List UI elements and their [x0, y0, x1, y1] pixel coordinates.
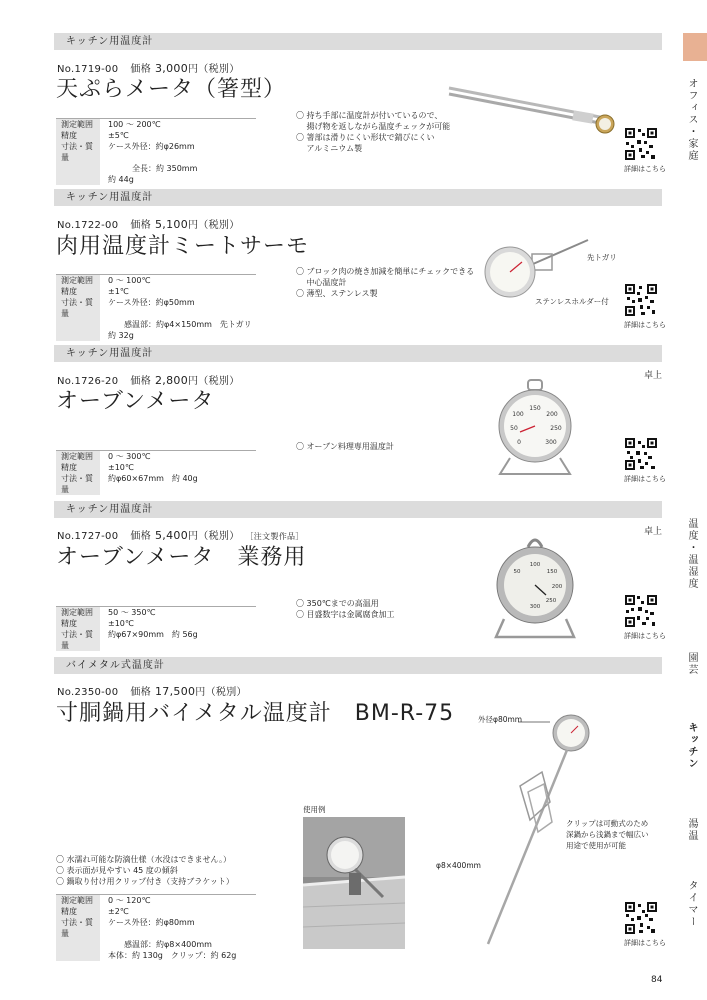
spec-value: 感温部：約φ8×400mm: [108, 940, 212, 949]
spec-label: 寸法・質量: [56, 473, 100, 495]
spec-row: [56, 141, 256, 163]
price-value: 17,500: [155, 685, 196, 698]
spec-table: [56, 606, 256, 651]
price-label: 価格: [130, 220, 151, 231]
product-title: オーブンメータ: [56, 389, 215, 414]
model-number: No.1722-00: [57, 220, 119, 231]
sidebar-item-office-home[interactable]: オフィス・家庭: [686, 78, 697, 162]
meat-thermometer-image: [478, 232, 598, 302]
commercial-oven-thermometer-image: [490, 533, 580, 641]
feature-list: 〇 オーブン料理専用温度計: [296, 442, 394, 451]
spec-value: 100 ～ 200℃: [108, 120, 161, 129]
sidebar-item-timer[interactable]: タイマー: [686, 880, 697, 928]
price-label: 価格: [130, 376, 151, 387]
gauge-tick-label: 150: [546, 569, 558, 575]
model-number: No.1719-00: [57, 64, 119, 75]
tax-note: 円（税別）: [188, 220, 240, 231]
feature-list: 〇 ブロック肉の焼き加減を簡単にチェックできる 中心温度計 〇 薄型、ステンレス製: [296, 267, 475, 298]
spec-label: 測定範囲: [56, 275, 100, 286]
category-header: キッチン用温度計: [54, 501, 662, 518]
oven-thermometer-image: [490, 378, 580, 478]
spec-row: [56, 297, 256, 319]
spec-row: [56, 286, 256, 297]
spec-label: 寸法・質量: [56, 297, 100, 319]
spec-value: ±2℃: [108, 907, 129, 916]
spec-row: [56, 629, 256, 651]
annotation-stem-size: φ8×400mm: [436, 861, 481, 870]
qr-code-icon[interactable]: [624, 437, 658, 471]
spec-label: 測定範囲: [56, 895, 100, 906]
spec-value: ±1℃: [108, 287, 129, 296]
spec-label: 寸法・質量: [56, 141, 100, 163]
tabletop-label: 卓上: [644, 527, 663, 537]
spec-row: [56, 906, 256, 917]
gauge-tick-label: 200: [546, 411, 558, 418]
gauge-tick-label: 100: [512, 411, 524, 418]
spec-row: [56, 917, 256, 939]
spec-value: 感温部：約φ4×150mm 先トガリ: [108, 320, 252, 329]
spec-row: [56, 451, 256, 462]
spec-label: 測定範囲: [56, 119, 100, 130]
qr-code-icon[interactable]: [624, 283, 658, 317]
spec-table: [56, 894, 256, 961]
tabletop-label: 卓上: [644, 371, 663, 381]
annotation-clip: クリップは可動式のため 深鍋から浅鍋まで幅広い 用途で使用が可能: [566, 819, 649, 850]
category-header: キッチン用温度計: [54, 189, 662, 206]
usage-example-label: 使用例: [303, 805, 326, 814]
spec-label: 精度: [56, 906, 100, 917]
sidebar-item-gardening[interactable]: 園芸: [686, 652, 697, 676]
made-to-order-badge: ［注文製作品］: [249, 532, 304, 541]
qr-detail-link[interactable]: 詳細はこちら: [624, 939, 666, 947]
spec-value: 約 44g: [108, 175, 134, 184]
spec-value: 0 ～ 120℃: [108, 896, 151, 905]
sidebar-item-kitchen[interactable]: キッチン: [686, 722, 697, 770]
price-label: 価格: [130, 687, 151, 698]
product-title: オーブンメータ 業務用: [56, 545, 307, 570]
category-header: キッチン用温度計: [54, 345, 662, 362]
spec-value: 全長：約 350mm: [108, 164, 198, 173]
spec-value: ケース外径：約φ80mm: [108, 918, 195, 927]
tax-note: 円（税別）: [188, 376, 240, 387]
page-number: 84: [651, 975, 663, 985]
tax-note: 円（税別）: [195, 687, 247, 698]
annotation-tip: 先トガリ: [587, 253, 617, 262]
gauge-tick-label: 50: [513, 569, 521, 575]
spec-value: 0 ～ 100℃: [108, 276, 151, 285]
spec-value: ±10℃: [108, 463, 134, 472]
qr-detail-link[interactable]: 詳細はこちら: [624, 632, 666, 640]
spec-value: 約φ60×67mm 約 40g: [108, 474, 198, 483]
spec-label: [56, 330, 100, 341]
gauge-tick-label: 50: [510, 425, 518, 432]
product-title: 天ぷらメータ（箸型）: [56, 77, 287, 102]
model-number: No.1727-00: [57, 531, 119, 542]
spec-table: [56, 274, 256, 341]
spec-value: 本体：約 130g クリップ：約 62g: [108, 951, 237, 960]
spec-label: 精度: [56, 130, 100, 141]
feature-list: 〇 350℃までの高温用 〇 目盛数字は金属腐食加工: [296, 599, 395, 619]
gauge-tick-label: 200: [551, 584, 563, 590]
tempura-chopstick-thermometer-image: [445, 80, 620, 140]
qr-code-icon[interactable]: [624, 127, 658, 161]
spec-label: 精度: [56, 618, 100, 629]
model-number: No.1726-20: [57, 376, 119, 387]
spec-row: [56, 618, 256, 629]
spec-label: [56, 939, 100, 950]
spec-label: [56, 163, 100, 174]
spec-value: ケース外径：約φ50mm: [108, 298, 195, 307]
sidebar-item-water-temp[interactable]: 湯温: [686, 818, 697, 842]
spec-label: 精度: [56, 286, 100, 297]
price-value: 5,100: [155, 218, 188, 231]
spec-value: ±10℃: [108, 619, 134, 628]
spec-row: [56, 462, 256, 473]
price-value: 2,800: [155, 374, 188, 387]
spec-label: [56, 174, 100, 185]
spec-value: ±5℃: [108, 131, 129, 140]
qr-detail-link[interactable]: 詳細はこちら: [624, 321, 666, 329]
feature-list: 〇 水濡れ可能な防滴仕様（水没はできません。） 〇 表示面が見やすい 45 度の傾斜 〇 鍋取り付け用クリップ付き（支持ブラケット）: [56, 855, 234, 886]
gauge-tick-label: 0: [517, 439, 521, 446]
spec-value: 0 ～ 300℃: [108, 452, 151, 461]
feature-list: 〇 持ち手部に温度計が付いているので、 揚げ物を返しながら温度チェックが可能 〇 箸部は滑りにくい形状で錆びにくい アルミニウム製: [296, 111, 451, 153]
spec-row: [56, 174, 256, 185]
sidebar-tab-marker: [683, 33, 707, 61]
spec-label: 精度: [56, 462, 100, 473]
price-label: 価格: [130, 531, 151, 542]
tax-note: 円（税別）: [188, 64, 240, 75]
price-value: 3,000: [155, 62, 188, 75]
spec-value: 50 ～ 350℃: [108, 608, 156, 617]
price-value: 5,400: [155, 529, 188, 542]
spec-row: [56, 950, 256, 961]
qr-code-icon[interactable]: [624, 594, 658, 628]
gauge-tick-label: 300: [529, 604, 541, 610]
gauge-tick-label: 100: [529, 562, 541, 568]
spec-label: 寸法・質量: [56, 629, 100, 651]
spec-row: [56, 130, 256, 141]
qr-code-icon[interactable]: [624, 901, 658, 935]
spec-row: [56, 895, 256, 906]
spec-row: [56, 119, 256, 130]
spec-value: 約φ67×90mm 約 56g: [108, 630, 198, 639]
spec-row: [56, 473, 256, 495]
sidebar-item-temperature-humidity[interactable]: 温度・温湿度: [686, 518, 697, 590]
spec-table: [56, 450, 256, 495]
qr-detail-link[interactable]: 詳細はこちら: [624, 475, 666, 483]
qr-detail-link[interactable]: 詳細はこちら: [624, 165, 666, 173]
spec-label: [56, 319, 100, 330]
spec-table: [56, 118, 256, 185]
spec-row: [56, 939, 256, 950]
spec-label: 寸法・質量: [56, 917, 100, 939]
category-header: バイメタル式温度計: [54, 657, 662, 674]
gauge-tick-label: 150: [529, 405, 541, 412]
usage-example-photo: [303, 817, 405, 949]
annotation-case-diameter: 外径φ80mm: [478, 715, 523, 724]
spec-row: [56, 607, 256, 618]
product-title: 肉用温度計ミートサーモ: [56, 234, 310, 259]
model-number: No.2350-00: [57, 687, 119, 698]
spec-row: [56, 330, 256, 341]
category-header: キッチン用温度計: [54, 33, 662, 50]
product-title: 寸胴鍋用バイメタル温度計 BM-R-75: [56, 701, 455, 726]
spec-label: [56, 950, 100, 961]
spec-value: 約 32g: [108, 331, 134, 340]
tax-note: 円（税別）: [188, 531, 240, 542]
spec-row: [56, 163, 256, 174]
spec-row: [56, 275, 256, 286]
price-label: 価格: [130, 64, 151, 75]
gauge-tick-label: 250: [545, 598, 557, 604]
spec-label: 測定範囲: [56, 607, 100, 618]
spec-row: [56, 319, 256, 330]
annotation-holder: ステンレスホルダー付: [535, 297, 609, 306]
spec-label: 測定範囲: [56, 451, 100, 462]
spec-value: ケース外径：約φ26mm: [108, 142, 195, 151]
gauge-tick-label: 300: [545, 439, 557, 446]
gauge-tick-label: 250: [550, 425, 562, 432]
